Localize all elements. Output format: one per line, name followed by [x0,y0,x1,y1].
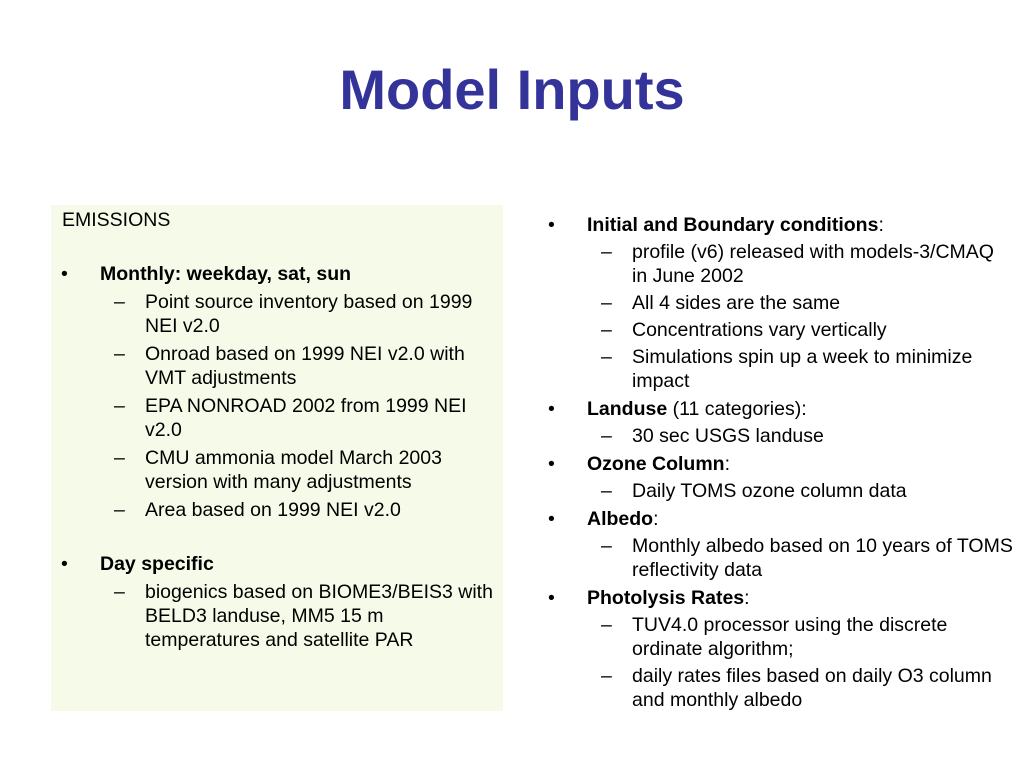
sub-item-text: Monthly albedo based on 10 years of TOMS reflectivity data [632,535,1013,581]
bullet-mark: • [548,214,555,236]
bullet-label: Photolysis Rates [587,587,745,609]
bullet-suffix: : [653,508,659,530]
bullet-mark: • [548,508,555,530]
bullet-albedo [544,507,1014,531]
sub-item [544,664,1014,712]
dash-mark: – [601,241,612,263]
bullet-mark: • [61,553,68,575]
dash-mark: – [601,292,612,314]
sub-item-text: All 4 sides are the same [632,292,841,314]
bullet-label: Initial and Boundary conditions [587,214,879,236]
dash-mark: – [601,614,612,636]
emissions-list [57,262,503,652]
dash-mark: – [601,535,612,557]
bullet-label: Monthly: weekday, sat, sun [100,263,352,285]
dash-mark: – [114,499,125,521]
bullet-label: Landuse [587,398,668,420]
slide-title: Model Inputs [339,58,685,121]
bullet-suffix: (11 categories): [667,398,807,420]
dash-mark: – [114,343,125,365]
sub-item [57,498,503,522]
dash-mark: – [601,665,612,687]
dash-mark: – [601,346,612,368]
bullet-label: Day specific [100,553,214,575]
sub-item-text: EPA NONROAD 2002 from 1999 NEI v2.0 [145,395,467,441]
dash-mark: – [601,319,612,341]
dash-mark: – [114,395,125,417]
dash-mark: – [114,447,125,469]
sub-item-text: daily rates files based on daily O3 column and monthly albedo [632,665,992,711]
bullet-ozone-column [544,452,1014,476]
sub-item [544,424,1014,448]
sub-item-text: TUV4.0 processor using the discrete ordinate algorithm; [632,614,948,660]
bullet-monthly [57,262,503,286]
sub-item [544,613,1014,661]
sub-item-text: Simulations spin up a week to minimize impact [632,346,973,392]
bullet-suffix: : [744,587,750,609]
sub-item-text: Area based on 1999 NEI v2.0 [145,499,401,521]
sub-item [57,446,503,494]
bullet-day-specific [57,552,503,576]
sub-item [57,394,503,442]
sub-item-text: Onroad based on 1999 NEI v2.0 with VMT adjustments [145,343,465,389]
emissions-panel [51,205,503,711]
sub-item [544,345,1014,393]
sub-item [544,479,1014,503]
sub-item [57,342,503,390]
dash-mark: – [601,480,612,502]
dash-mark: – [114,291,125,313]
bullet-suffix: : [724,453,730,475]
bullet-mark: • [548,398,555,420]
sub-item-text: Daily TOMS ozone column data [632,480,907,502]
sub-item-text: Concentrations vary vertically [632,319,887,341]
emissions-heading: EMISSIONS [62,209,171,231]
sub-item [544,291,1014,315]
bullet-mark: • [548,453,555,475]
sub-item-text: 30 sec USGS landuse [632,425,824,447]
sub-item-text: profile (v6) released with models-3/CMAQ in June 2002 [632,241,994,287]
bullet-mark: • [548,587,555,609]
sub-item-text: Point source inventory based on 1999 NEI v2.0 [145,291,473,337]
bullet-photolysis-rates [544,586,1014,610]
sub-item [544,534,1014,582]
bullet-suffix: : [878,214,884,236]
inputs-list [544,209,1014,712]
spacer [57,522,503,552]
sub-item [544,240,1014,288]
bullet-label: Ozone Column [587,453,725,475]
sub-item-text: CMU ammonia model March 2003 version with many adjustments [145,447,442,493]
dash-mark: – [114,581,125,603]
bullet-label: Albedo [587,508,654,530]
sub-item [57,290,503,338]
bullet-boundary-conditions [544,213,1014,237]
dash-mark: – [601,425,612,447]
bullet-landuse [544,397,1014,421]
bullet-mark: • [61,263,68,285]
sub-item [544,318,1014,342]
sub-item [57,580,503,652]
sub-item-text: biogenics based on BIOME3/BEIS3 with BELD3 landuse, MM5 15 m temperatures and satellite PAR [145,581,493,651]
